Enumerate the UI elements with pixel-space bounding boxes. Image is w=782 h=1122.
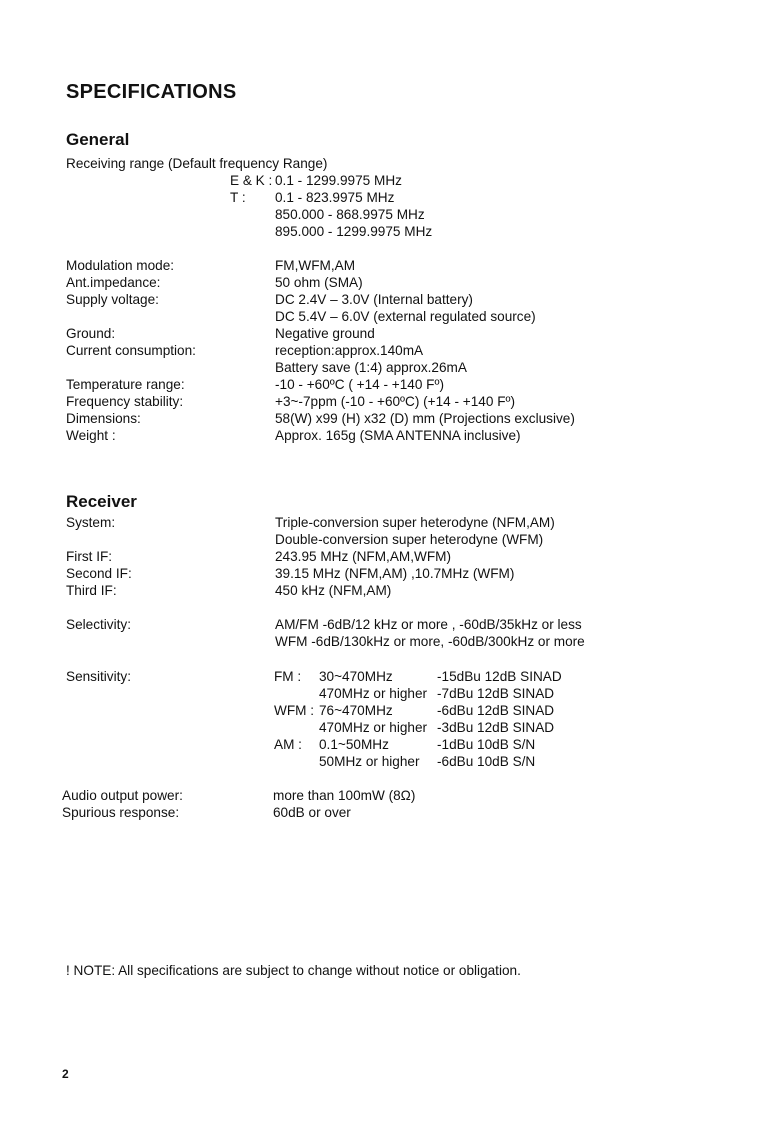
- audio-label: Audio output power:: [62, 788, 183, 803]
- receiving-range-label: Receiving range (Default frequency Range): [66, 156, 328, 171]
- sensitivity-value: -6dBu 10dB S/N: [437, 754, 536, 769]
- sensitivity-value: -7dBu 12dB SINAD: [437, 686, 555, 701]
- ek-label: E & K :: [230, 173, 273, 188]
- t-value: 850.000 - 868.9975 MHz: [275, 207, 425, 222]
- page-title: SPECIFICATIONS: [66, 81, 237, 103]
- dimensions-label: Dimensions:: [66, 411, 141, 426]
- ground-label: Ground:: [66, 326, 116, 341]
- selectivity-values: [275, 616, 585, 650]
- band-label: FM :: [274, 669, 302, 684]
- sensitivity-value: -3dBu 12dB SINAD: [437, 720, 555, 735]
- current-value: reception:approx.140mA: [275, 343, 424, 358]
- second-if-value: 39.15 MHz (NFM,AM) ,10.7MHz (WFM): [275, 566, 515, 581]
- current-value: Battery save (1:4) approx.26mA: [275, 360, 467, 375]
- temperature-label: Temperature range:: [66, 377, 185, 392]
- sensitivity-value: -1dBu 10dB S/N: [437, 737, 536, 752]
- supply-label: Supply voltage:: [66, 292, 159, 307]
- receiver-heading: Receiver: [66, 492, 137, 511]
- supply-value: DC 2.4V – 3.0V (Internal battery): [275, 292, 473, 307]
- sensitivity-value: -6dBu 12dB SINAD: [437, 703, 555, 718]
- frequency-range: 0.1~50MHz: [319, 737, 389, 752]
- t-values: [275, 189, 432, 240]
- modulation-label: Modulation mode:: [66, 258, 175, 273]
- t-value: 0.1 - 823.9975 MHz: [275, 190, 395, 205]
- second-if-label: Second IF:: [66, 566, 132, 581]
- spurious-label: Spurious response:: [62, 805, 180, 820]
- frequency-range: 470MHz or higher: [319, 686, 428, 701]
- band-label: WFM :: [274, 703, 315, 718]
- frequency-range: 76~470MHz: [319, 703, 393, 718]
- frequency-range: 30~470MHz: [319, 669, 393, 684]
- page-number: 2: [62, 1067, 69, 1081]
- weight-label: Weight :: [66, 428, 116, 443]
- third-if-value: 450 kHz (NFM,AM): [275, 583, 392, 598]
- temperature-value: -10 - +60ºC ( +14 - +140 Fº): [275, 377, 444, 392]
- system-label: System:: [66, 515, 116, 530]
- disclaimer-note: ! NOTE: All specifications are subject to change without notice or obligation.: [66, 963, 521, 978]
- supply-value: DC 5.4V – 6.0V (external regulated source): [275, 309, 536, 324]
- system-value: Triple-conversion super heterodyne (NFM,AM): [275, 515, 555, 530]
- receiver-labels-top: [66, 514, 132, 599]
- sensitivity-label: Sensitivity:: [66, 669, 131, 684]
- general-labels: [66, 257, 196, 444]
- impedance-value: 50 ohm (SMA): [275, 275, 363, 290]
- dimensions-value: 58(W) x99 (H) x32 (D) mm (Projections exclusive): [275, 411, 575, 426]
- modulation-value: FM,WFM,AM: [275, 258, 356, 273]
- general-values: [275, 257, 575, 444]
- first-if-label: First IF:: [66, 549, 113, 564]
- audio-value: more than 100mW (8Ω): [273, 788, 416, 803]
- frequency-range: 50MHz or higher: [319, 754, 420, 769]
- ground-value: Negative ground: [275, 326, 375, 341]
- spurious-value: 60dB or over: [273, 805, 351, 820]
- ek-value: 0.1 - 1299.9975 MHz: [275, 173, 402, 188]
- t-label: T :: [230, 190, 246, 205]
- stability-label: Frequency stability:: [66, 394, 184, 409]
- selectivity-label: Selectivity:: [66, 617, 131, 632]
- weight-value: Approx. 165g (SMA ANTENNA inclusive): [275, 428, 521, 443]
- sensitivity-value: -15dBu 12dB SINAD: [437, 669, 562, 684]
- first-if-value: 243.95 MHz (NFM,AM,WFM): [275, 549, 451, 564]
- receiver-values-bottom: [273, 787, 415, 821]
- receiver-values-top: [275, 514, 555, 599]
- stability-value: +3~-7ppm (-10 - +60ºC) (+14 - +140 Fº): [275, 394, 516, 409]
- t-value: 895.000 - 1299.9975 MHz: [275, 224, 433, 239]
- general-heading: General: [66, 130, 130, 149]
- third-if-label: Third IF:: [66, 583, 117, 598]
- band-label: AM :: [274, 737, 302, 752]
- frequency-range: 470MHz or higher: [319, 720, 428, 735]
- selectivity-value: WFM -6dB/130kHz or more, -60dB/300kHz or more: [275, 634, 585, 649]
- receiver-labels-bottom: [62, 787, 183, 821]
- system-value: Double-conversion super heterodyne (WFM): [275, 532, 544, 547]
- current-label: Current consumption:: [66, 343, 196, 358]
- selectivity-value: AM/FM -6dB/12 kHz or more , -60dB/35kHz or less: [275, 617, 582, 632]
- impedance-label: Ant.impedance:: [66, 275, 161, 290]
